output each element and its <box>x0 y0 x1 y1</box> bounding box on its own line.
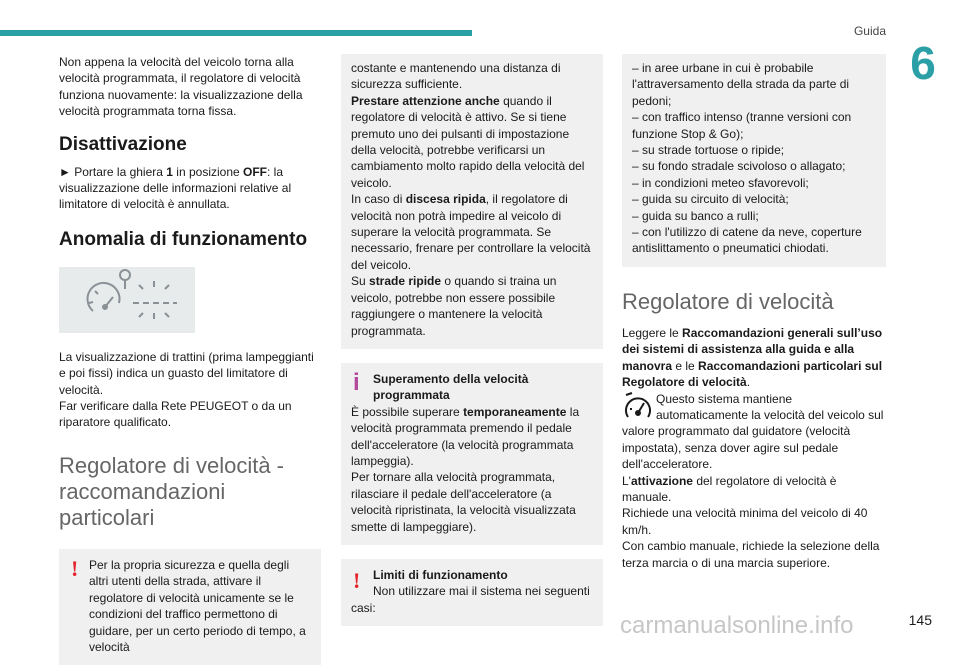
speed-limiter-fault-image <box>59 267 195 333</box>
info-icon: i <box>353 368 360 396</box>
list-item: – con traffico intenso (tranne versioni con funzione Stop & Go); <box>632 110 852 141</box>
gear-text: Con cambio manuale, richiede la selezione della terza marcia o di una marcia superiore. <box>622 539 880 570</box>
list-item: – in condizioni meteo sfavorevoli; <box>632 175 809 190</box>
attivazione-text: L'attivazione del regolatore di velocità è manuale. <box>622 473 837 504</box>
chapter-number: 6 <box>910 37 936 89</box>
speedometer-dashes-icon <box>59 267 195 333</box>
anomalia-text-1: La visualizzazione di trattini (prima lampeggianti e poi fissi) indica un guasto del limitatore di velocità. <box>59 349 314 397</box>
discesa-text: In caso di discesa ripida, il regolatore di velocità non potrà impedire al veicolo di superare la velocità programmata. Se necessario, frenare per controllare la velocità del veicolo. <box>351 192 591 272</box>
strade-text: Su strade ripide o quando si traina un veicolo, potrebbe non essere possibile raggiungere o mantenere la velocità programmata. <box>351 274 557 338</box>
info-title: Superamento della velocità programmata <box>373 371 529 403</box>
heading-regolatore-raccomandazioni: Regolatore di velocità - raccomandazioni particolari <box>59 452 285 530</box>
heading-disattivazione: Disattivazione <box>59 133 187 155</box>
running-header: Guida <box>853 24 886 38</box>
heading-regolatore: Regolatore di velocità <box>622 288 834 314</box>
warning-box <box>59 549 321 665</box>
limits-title: Limiti di funzionamento <box>373 567 508 582</box>
min-speed-text: Richiede una velocità minima del veicolo di 40 km/h. <box>622 506 868 537</box>
list-item: – su fondo stradale scivoloso o allagato; <box>632 159 846 174</box>
arrow-icon: ► <box>59 164 71 179</box>
continued-text: costante e mantenendo una distanza di sicurezza sufficiente. <box>351 61 561 92</box>
watermark: carmanualsonline.info <box>620 612 854 639</box>
list-item: – guida su banco a rulli; <box>632 208 759 223</box>
info-text-1: È possibile superare temporaneamente la velocità programmata premendo il pedale dell'acceleratore (la velocità programmata lampeggia). <box>351 404 580 468</box>
regolatore-intro: Leggere le Raccomandazioni generali sull’uso dei sistemi di assistenza alla guida e alla manovra e le Raccomandazioni particolari sul Regolatore di velocità. <box>622 325 883 390</box>
list-item: – con l'utilizzo di catene da neve, coperture antislittamento o pneumatici chiodati. <box>632 225 862 256</box>
limits-list-box <box>622 54 886 267</box>
regolatore-description: Questo sistema mantiene automaticamente la velocità del veicolo sul valore programmato dal guidatore (velocità impostata), senza dover agire sul pedale dell'acceleratore. <box>622 391 884 472</box>
page-number: 145 <box>908 612 932 628</box>
list-item: – su strade tortuose o ripide; <box>632 143 785 158</box>
limits-warning-box <box>341 559 603 626</box>
disattivazione-text: ► Portare la ghiera 1 in posizione OFF: la visualizzazione delle informazioni relative al limitatore di velocità è annullata. <box>59 164 292 212</box>
info-text-2: Per tornare alla velocità programmata, rilasciare il pedale dell'acceleratore (a velocità ripristinata, la velocità visualizzata smette di lampeggiare). <box>351 470 576 534</box>
list-item: – guida su circuito di velocità; <box>632 192 789 207</box>
limits-text: Non utilizzare mai il sistema nei seguenti casi: <box>351 584 590 615</box>
info-box <box>341 363 603 545</box>
anomalia-text-2: Far verificare dalla Rete PEUGEOT o da un riparatore qualificato. <box>59 399 292 430</box>
intro-paragraph: Non appena la velocità del veicolo torna alla velocità programmata, il regolatore di velocità funziona nuovamente: la visualizzazione della velocità programmata torna fissa. <box>59 55 303 119</box>
column-1 <box>59 54 321 665</box>
warning-exclamation-icon: ! <box>353 567 361 593</box>
warning-box-continued <box>341 54 603 349</box>
list-item: – in aree urbane in cui è probabile l'attraversamento della strada da parte di pedoni; <box>632 61 850 108</box>
column-3 <box>622 54 886 571</box>
heading-anomalia: Anomalia di funzionamento <box>59 228 308 250</box>
attenzione-text: Prestare attenzione anche quando il regolatore di velocità è attivo. Se si tiene premuto uno dei pulsanti di impostazione della velocità, potrebbe verificarsi un cambiamento molto rapido della velocità del veicolo. <box>351 93 585 190</box>
cruise-control-icon <box>622 391 652 421</box>
warning-text: Per la propria sicurezza e quella degli altri utenti della strada, attivare il regolatore di velocità unicamente se le condizioni del traffico permettono di guidare, per un certo periodo di tempo, a velocità <box>89 557 306 654</box>
column-2 <box>341 54 603 626</box>
warning-exclamation-icon: ! <box>71 555 79 581</box>
header-accent-bar <box>0 30 472 36</box>
